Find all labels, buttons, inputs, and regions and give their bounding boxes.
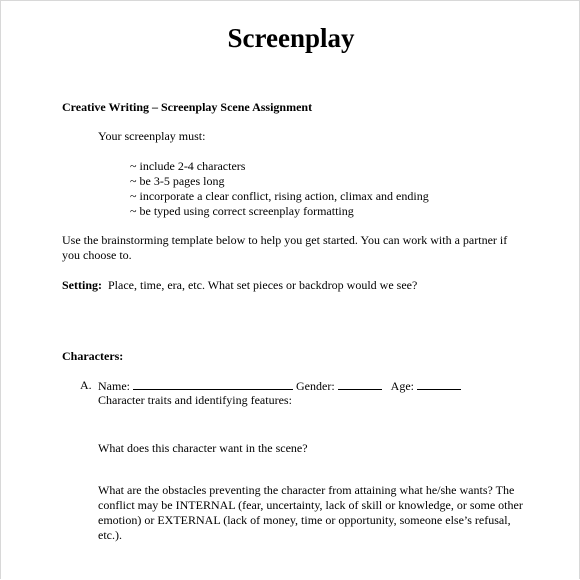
brainstorm-text-line: Use the brainstorming template below to help you get started. You can work with a partner if — [62, 233, 508, 247]
gender-blank — [338, 378, 382, 390]
intro-text: Your screenplay must: — [98, 129, 206, 143]
requirement-item: ~ be typed using correct screenplay formatting — [130, 204, 354, 218]
traits-prompt: Character traits and identifying features: — [98, 393, 292, 407]
requirement-item: ~ include 2-4 characters — [130, 159, 246, 173]
character-a-name-row — [98, 378, 461, 394]
obstacles-line: etc.). — [98, 528, 122, 542]
setting-prompt: Place, time, era, etc. What set pieces or backdrop would we see? — [108, 278, 418, 292]
assignment-heading: Creative Writing – Screenplay Scene Assignment — [62, 100, 313, 114]
name-blank — [133, 378, 293, 390]
page-title: Screenplay — [227, 23, 355, 53]
age-label: Age: — [390, 379, 414, 393]
requirement-item: ~ incorporate a clear conflict, rising action, climax and ending — [130, 189, 429, 203]
age-blank — [417, 378, 461, 390]
obstacles-line: conflict may be INTERNAL (fear, uncertainty, lack of skill or knowledge, or some other — [98, 498, 523, 512]
want-prompt: What does this character want in the scene? — [98, 441, 308, 455]
obstacles-line: What are the obstacles preventing the character from attaining what he/she wants? The — [98, 483, 515, 497]
setting-label: Setting: — [62, 278, 102, 292]
character-a-marker: A. — [80, 378, 92, 392]
name-label: Name: — [98, 379, 130, 393]
obstacles-line: emotion) or EXTERNAL (lack of money, time or opportunity, someone else’s refusal, — [98, 513, 511, 527]
gender-label: Gender: — [296, 379, 335, 393]
characters-heading: Characters: — [62, 349, 124, 363]
brainstorm-text-line: you choose to. — [62, 248, 132, 262]
requirement-item: ~ be 3-5 pages long — [130, 174, 225, 188]
setting-line — [62, 278, 417, 293]
